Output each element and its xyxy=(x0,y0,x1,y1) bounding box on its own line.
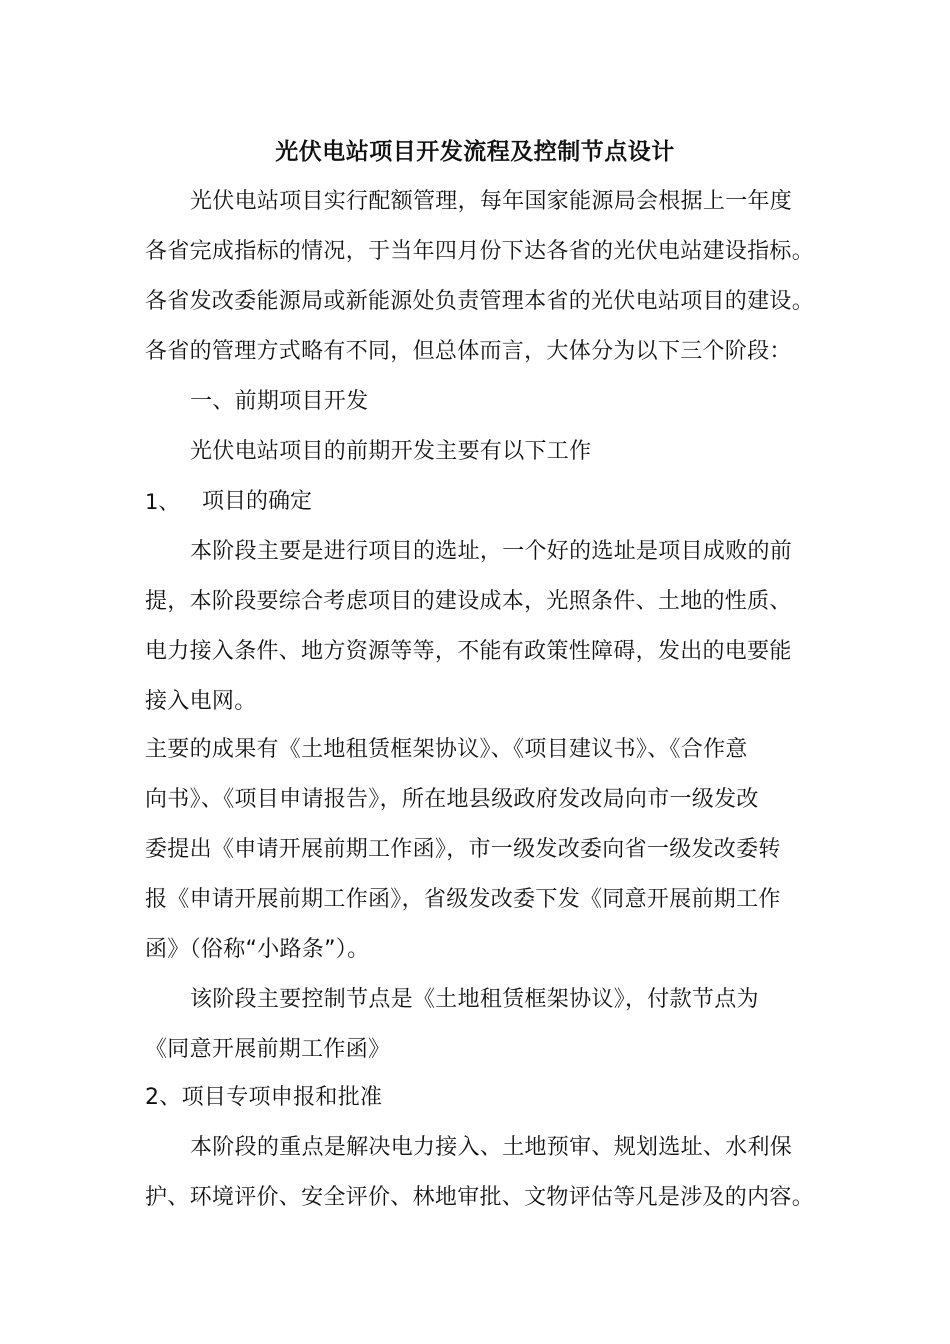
item1-para-line-4: 接入电网。 xyxy=(145,689,257,714)
intro-line-3: 各省发改委能源局或新能源处负责管理本省的光伏电站项目的建设。 xyxy=(145,289,815,314)
item1-results-line-1: 主要的成果有《土地租赁框架协议》、《项目建议书》、《合作意 xyxy=(145,737,748,762)
item1-para-line-1: 本阶段主要是进行项目的选址，一个好的选址是项目成败的前 xyxy=(190,539,793,564)
item1-para-line-2: 提，本阶段要综合考虑项目的建设成本，光照条件、土地的性质、 xyxy=(145,589,792,614)
intro-line-1: 光伏电站项目实行配额管理，每年国家能源局会根据上一年度 xyxy=(190,189,793,214)
item2-heading: 2、项目专项申报和批准 xyxy=(145,1085,383,1110)
item1-control-line-2: 《同意开展前期工作函》 xyxy=(145,1037,391,1062)
item1-results-line-4: 报《申请开展前期工作函》，省级发改委下发《同意开展前期工作 xyxy=(145,887,781,912)
intro-line-4: 各省的管理方式略有不同，但总体而言，大体分为以下三个阶段： xyxy=(145,339,792,364)
intro-line-2: 各省完成指标的情况，于当年四月份下达各省的光伏电站建设指标。 xyxy=(145,239,815,264)
item1-results-line-5: 函》（俗称“小路条”）。 xyxy=(145,937,370,962)
stage1-lead: 光伏电站项目的前期开发主要有以下工作 xyxy=(190,439,592,464)
document-title: 光伏电站项目开发流程及控制节点设计 xyxy=(275,139,675,165)
item1-results-line-2: 向书》、《项目申请报告》，所在地县级政府发改局向市一级发改 xyxy=(145,787,759,812)
item1-title: 项目的确定 xyxy=(202,489,313,514)
stage1-heading: 一、前期项目开发 xyxy=(190,389,369,414)
item1-control-line-1: 该阶段主要控制节点是《土地租赁框架协议》，付款节点为 xyxy=(190,987,759,1012)
item1-para-line-3: 电力接入条件、地方资源等等，不能有政策性障碍，发出的电要能 xyxy=(145,639,792,664)
item1-results-line-3: 委提出《申请开展前期工作函》，市一级发改委向省一级发改委转 xyxy=(145,837,781,862)
item2-para-line-2: 护、环境评价、安全评价、林地审批、文物评估等凡是涉及的内容。 xyxy=(145,1185,815,1210)
item1-number: 1、 xyxy=(145,490,180,514)
item2-para-line-1: 本阶段的重点是解决电力接入、土地预审、规划选址、水利保 xyxy=(190,1135,793,1160)
